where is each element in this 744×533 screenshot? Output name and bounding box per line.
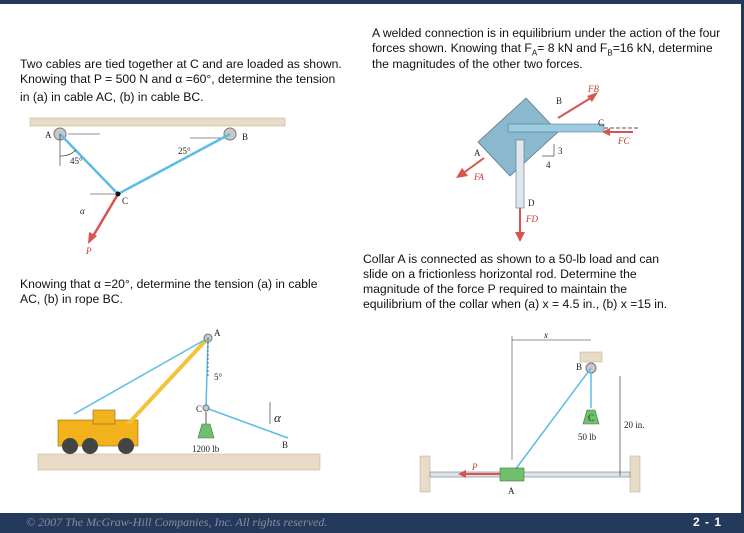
label-b: B <box>282 440 289 450</box>
cable-ac <box>206 338 208 408</box>
figure-crane <box>38 330 323 475</box>
footer-bar <box>0 513 744 533</box>
label-fb: FB <box>588 84 599 94</box>
label-a: A <box>474 148 481 158</box>
label-b: B <box>576 362 583 372</box>
ceiling <box>30 118 285 126</box>
crane-cable <box>74 338 208 414</box>
problem-2-line-1: A welded connection is in equilibrium under the action of the four <box>372 26 721 40</box>
force-fd-arrowhead <box>515 232 525 242</box>
support-b <box>580 352 602 362</box>
label-x: x <box>544 330 548 340</box>
figure-cables <box>30 118 290 258</box>
label-alpha: α <box>274 410 281 425</box>
problem-4-line-2: slide on a frictionless horizontal rod. Determine the <box>363 267 637 281</box>
label-slope-3: 3 <box>558 146 563 156</box>
label-a: A <box>508 486 515 496</box>
top-border <box>0 0 744 4</box>
label-fa: FA <box>474 172 484 182</box>
problem-3-line-1: Knowing that α =20°, determine the tension (a) in cable <box>20 277 318 291</box>
p2-sub-a: A <box>531 48 538 58</box>
label-c: C <box>122 196 129 206</box>
copyright-text: © 2007 The McGraw-Hill Companies, Inc. All rights reserved. <box>26 515 328 529</box>
member-b <box>508 124 604 132</box>
cable-bc <box>118 134 230 194</box>
label-weight: 50 lb <box>578 432 597 442</box>
figure-welded-connection <box>448 82 648 252</box>
problem-4-line-4: equilibrium of the collar when (a) x = 4.5 in., (b) x =15 in. <box>363 297 668 311</box>
label-b: B <box>242 132 249 142</box>
load-1200 <box>198 424 214 438</box>
p2-text-c: =16 kN, determine <box>612 41 713 55</box>
label-fc: FC <box>618 136 630 146</box>
label-fd: FD <box>526 214 538 224</box>
label-a: A <box>45 130 52 140</box>
cable-diagonal <box>512 368 591 474</box>
label-angle-25: 25° <box>178 146 191 156</box>
problem-1-line-2: Knowing that P = 500 N and α =60°, determine the tension <box>20 72 336 86</box>
collar-a <box>500 468 524 481</box>
member-d <box>516 140 524 208</box>
problem-3-line-2: AC, (b) in rope BC. <box>20 292 123 306</box>
label-p: P <box>472 462 478 472</box>
label-c: C <box>588 413 595 423</box>
label-a: A <box>214 328 221 338</box>
label-d: D <box>528 198 535 208</box>
truck-cab <box>93 410 115 424</box>
wheel-3 <box>118 438 134 454</box>
label-b: B <box>556 96 563 106</box>
problem-1-line-3: in (a) in cable AC, (b) in cable BC. <box>20 90 204 104</box>
figure-collar <box>420 330 650 510</box>
force-fb <box>558 96 594 118</box>
p2-text-a: forces shown. Knowing that F <box>372 41 532 55</box>
label-weight: 1200 lb <box>192 444 220 454</box>
label-c: C <box>196 404 203 414</box>
wall-right <box>630 456 640 492</box>
label-angle-5: 5° <box>214 372 223 382</box>
wall-left <box>420 456 430 492</box>
wheel-2 <box>82 438 98 454</box>
joint-c <box>203 405 209 411</box>
ground <box>38 454 320 470</box>
problem-1-line-1: Two cables are tied together at C and are loaded as shown. <box>20 57 342 71</box>
cable-ac <box>60 134 118 194</box>
label-alpha: α <box>80 206 85 216</box>
p2-sub-b: B <box>607 48 613 58</box>
page-number: 2 - 1 <box>692 515 722 529</box>
force-p <box>92 194 118 238</box>
p2-text-b: = 8 kN and F <box>537 41 608 55</box>
force-fa-arrowhead <box>456 168 468 178</box>
problem-4-line-1: Collar A is connected as shown to a 50-lb load and can <box>363 252 660 266</box>
label-20in: 20 in. <box>624 420 645 430</box>
label-c: C <box>598 118 605 128</box>
problem-4-line-3: magnitude of the force P required to maintain the <box>363 282 628 296</box>
label-angle-45: 45° <box>70 156 83 166</box>
problem-2-line-3: the magnitudes of the other two forces. <box>372 57 583 71</box>
label-p: P <box>86 246 92 256</box>
label-slope-4: 4 <box>546 160 551 170</box>
wheel-1 <box>62 438 78 454</box>
